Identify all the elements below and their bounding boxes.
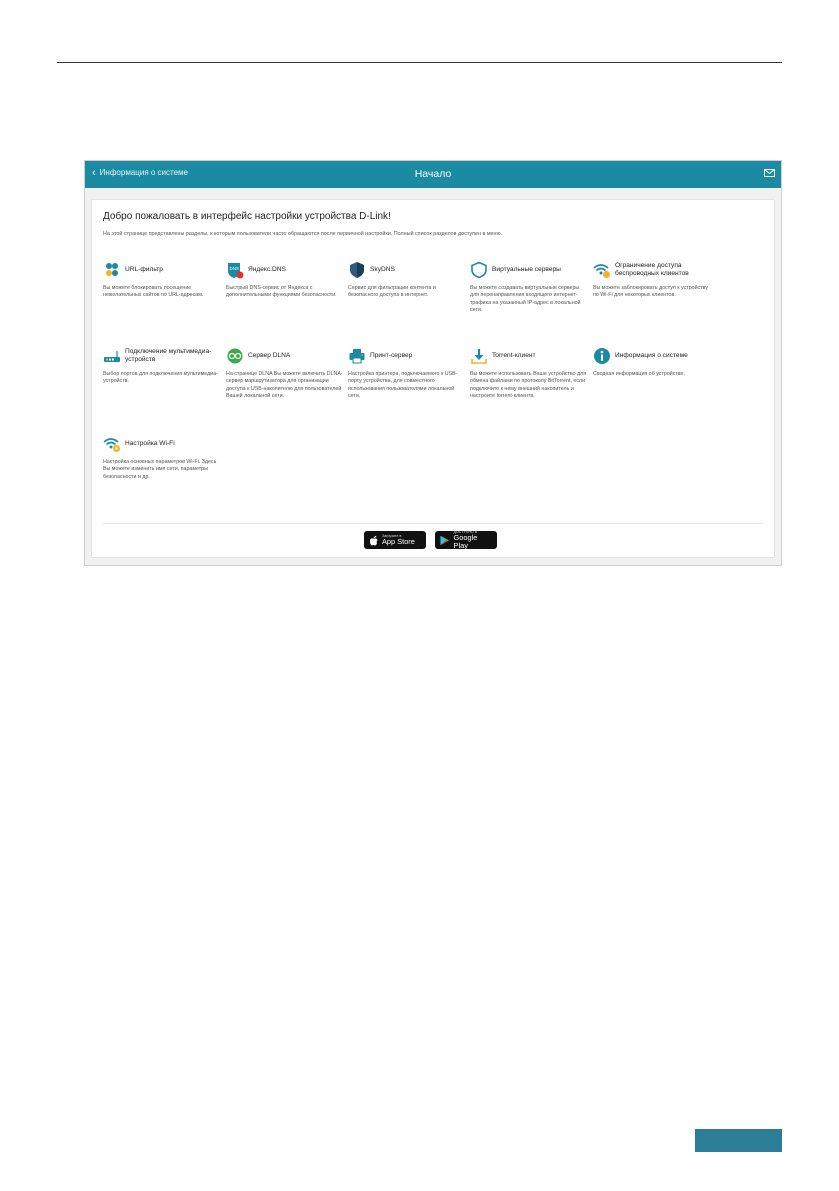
tile-desc: Настройка принтера, подключаемого к USB-порту устройства, для совместного использования пользователями локальной сети. bbox=[348, 371, 458, 399]
tile-skydns[interactable] bbox=[348, 260, 466, 300]
yandex-dns-icon bbox=[226, 261, 244, 279]
printer-icon bbox=[348, 347, 366, 365]
google-play-big-text: Google Play bbox=[453, 533, 478, 550]
google-play-small-text: ДОСТУПНО В bbox=[453, 530, 478, 534]
tile-name: Виртуальные серверы bbox=[492, 266, 561, 273]
tile-name: Torrent-клиент bbox=[492, 352, 536, 359]
tile-name: Сервер DLNA bbox=[248, 352, 291, 359]
footer-divider bbox=[103, 523, 763, 524]
back-link-label: Информация о системе bbox=[99, 168, 188, 177]
tile-desc: Сводная информация об устройстве. bbox=[593, 371, 685, 377]
tile-name: URL-фильтр bbox=[125, 266, 163, 273]
tile-virtual-servers[interactable] bbox=[470, 260, 588, 314]
svg-text:DNS: DNS bbox=[229, 266, 240, 271]
tile-name: Яндекс.DNS bbox=[248, 266, 286, 273]
tile-name: Подключение мультимедиа-устройств bbox=[125, 348, 212, 363]
tile-multimedia[interactable] bbox=[103, 346, 221, 386]
wifi-restrict-icon bbox=[593, 261, 611, 279]
info-icon bbox=[593, 347, 611, 365]
tile-system-info[interactable] bbox=[593, 346, 711, 378]
chevron-left-icon: ‹ bbox=[92, 166, 96, 179]
tile-desc: Вы можете блокировать посещение нежелательных сайтов по URL-адресам. bbox=[103, 285, 204, 299]
tile-desc: На странице DLNA Вы можете включить DLNA-сервер маршрутизатора для организации доступа к USB-накопителю для пользователей Вашей локальной сети. bbox=[226, 371, 343, 399]
tile-desc: Сервис для фильтрации контента и безопасного доступа в интернет. bbox=[348, 285, 436, 299]
tile-desc: Быстрый DNS-сервис от Яндекса с дополнительными функциями безопасности. bbox=[226, 285, 337, 299]
header-bar bbox=[85, 161, 781, 188]
tile-desc: Вы можете создавать виртуальные серверы для перенаправления входящего интернет-трафика на указанный IP-адрес в локальной сети. bbox=[470, 285, 581, 313]
google-play-icon bbox=[440, 535, 450, 546]
virtual-servers-icon bbox=[470, 261, 488, 279]
tile-wifi-restrict[interactable] bbox=[593, 260, 711, 300]
top-rule bbox=[57, 62, 782, 63]
tile-url-filter[interactable] bbox=[103, 260, 221, 300]
page-number-tab bbox=[695, 1129, 782, 1152]
tile-yandex-dns[interactable] bbox=[226, 260, 344, 300]
tile-print-server[interactable] bbox=[348, 346, 466, 400]
tile-name: Принт-сервер bbox=[370, 352, 413, 359]
dlna-icon bbox=[226, 347, 244, 365]
torrent-icon bbox=[470, 347, 488, 365]
tile-torrent[interactable] bbox=[470, 346, 588, 400]
tile-name: Ограничение доступа беспроводных клиентов bbox=[615, 262, 689, 277]
app-store-badge[interactable] bbox=[364, 531, 426, 549]
app-store-small-text: Загрузите в bbox=[382, 534, 402, 538]
skydns-icon bbox=[348, 261, 366, 279]
welcome-intro: На этой странице представлены разделы, к которым пользователи часто обращаются после первичной настройки. Полный список разделов доступен в меню. bbox=[103, 231, 503, 237]
url-filter-icon bbox=[103, 261, 121, 279]
tile-desc: Настройка основных параметров Wi-Fi. Здесь Вы можете изменить имя сети, параметры безопасности и др. bbox=[103, 459, 217, 480]
tile-desc: Выбор портов для подключения мультимедиа-устройств. bbox=[103, 371, 218, 385]
tile-desc: Вы можете заблокировать доступ к устройству по Wi-Fi для некоторых клиентов. bbox=[593, 285, 708, 299]
google-play-badge[interactable] bbox=[435, 531, 497, 549]
tile-desc: Вы можете использовать Ваше устройство для обмена файлами по протоколу BitTorrent, если подключите к нему внешний накопитель и настроите torrent-клиента. bbox=[470, 371, 587, 399]
app-store-big-text: App Store bbox=[382, 537, 415, 546]
apple-icon bbox=[369, 535, 378, 546]
wifi-settings-icon bbox=[103, 435, 121, 453]
multimedia-ports-icon bbox=[103, 347, 121, 365]
tile-name: Настройка Wi-Fi bbox=[125, 440, 175, 447]
tile-wifi-settings[interactable] bbox=[103, 434, 221, 481]
tile-dlna[interactable] bbox=[226, 346, 344, 400]
welcome-card bbox=[91, 199, 775, 558]
tile-name: SkyDNS bbox=[370, 266, 395, 273]
mail-icon[interactable] bbox=[764, 169, 775, 177]
welcome-heading: Добро пожаловать в интерфейс настройки устройства D-Link! bbox=[103, 211, 391, 222]
tile-name: Информация о системе bbox=[615, 352, 688, 359]
page-title: Начало bbox=[414, 168, 452, 180]
router-ui-frame bbox=[84, 160, 782, 566]
